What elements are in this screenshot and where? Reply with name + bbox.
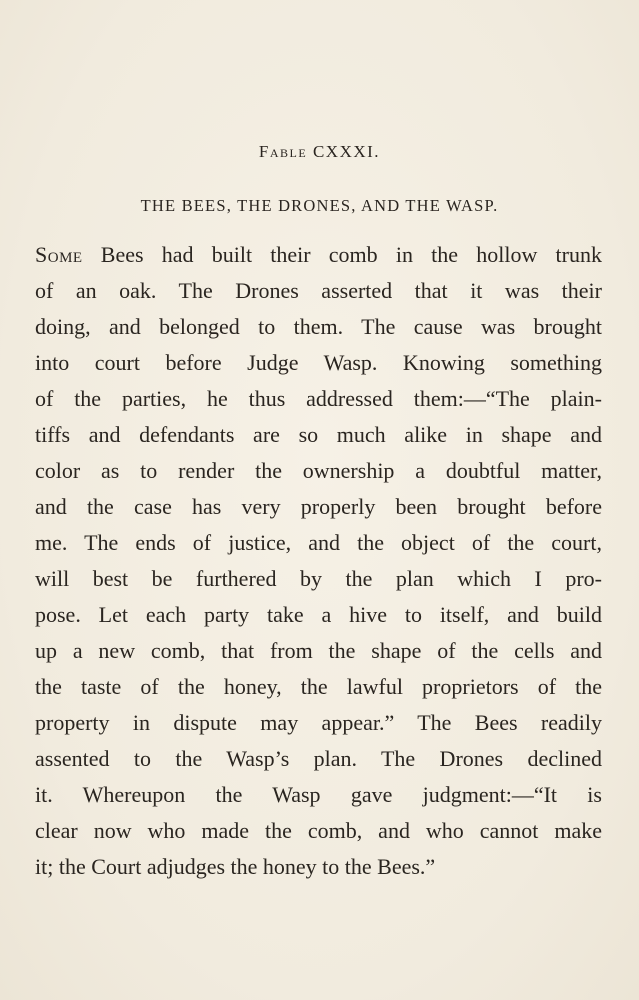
body-line: assented to the Wasp’s plan. The Drones declined [35, 746, 602, 771]
body-line: up a new comb, that from the shape of the cells and [35, 638, 602, 663]
first-line-rest: Bees had built their comb in the hollow trunk [100, 242, 602, 267]
body-line: will best be furthered by the plan which I pro- [35, 566, 602, 591]
body-line: clear now who made the comb, and who cannot make [35, 818, 602, 843]
body-line: doing, and belonged to them. The cause was brought [35, 314, 602, 339]
body-line: pose. Let each party take a hive to itself, and build [35, 602, 602, 627]
fable-label: Fable [258, 142, 308, 161]
body-line-last: it; the Court adjudges the honey to the Bees.” [35, 854, 436, 879]
body-line: into court before Judge Wasp. Knowing something [35, 350, 602, 375]
fable-roman-numeral: CXXXI. [312, 142, 381, 161]
fable-title: THE BEES, THE DRONES, AND THE WASP. [140, 196, 499, 215]
body-line: it. Whereupon the Wasp gave judgment:—“It is [35, 782, 602, 807]
body-line: of the parties, he thus addressed them:—“The plain- [35, 386, 602, 411]
fable-body [35, 237, 602, 885]
first-word: Some [35, 242, 83, 267]
body-line: me. The ends of justice, and the object of the court, [35, 530, 602, 555]
fable-number-heading [0, 142, 639, 162]
body-line: of an oak. The Drones asserted that it was their [35, 278, 602, 303]
body-line: tiffs and defendants are so much alike in shape and [35, 422, 602, 447]
body-line-first [35, 237, 602, 273]
body-line: color as to render the ownership a doubtful matter, [35, 458, 602, 483]
body-line: the taste of the honey, the lawful proprietors of the [35, 674, 602, 699]
body-line: and the case has very properly been brought before [35, 494, 602, 519]
body-line: property in dispute may appear.” The Bees readily [35, 710, 602, 735]
